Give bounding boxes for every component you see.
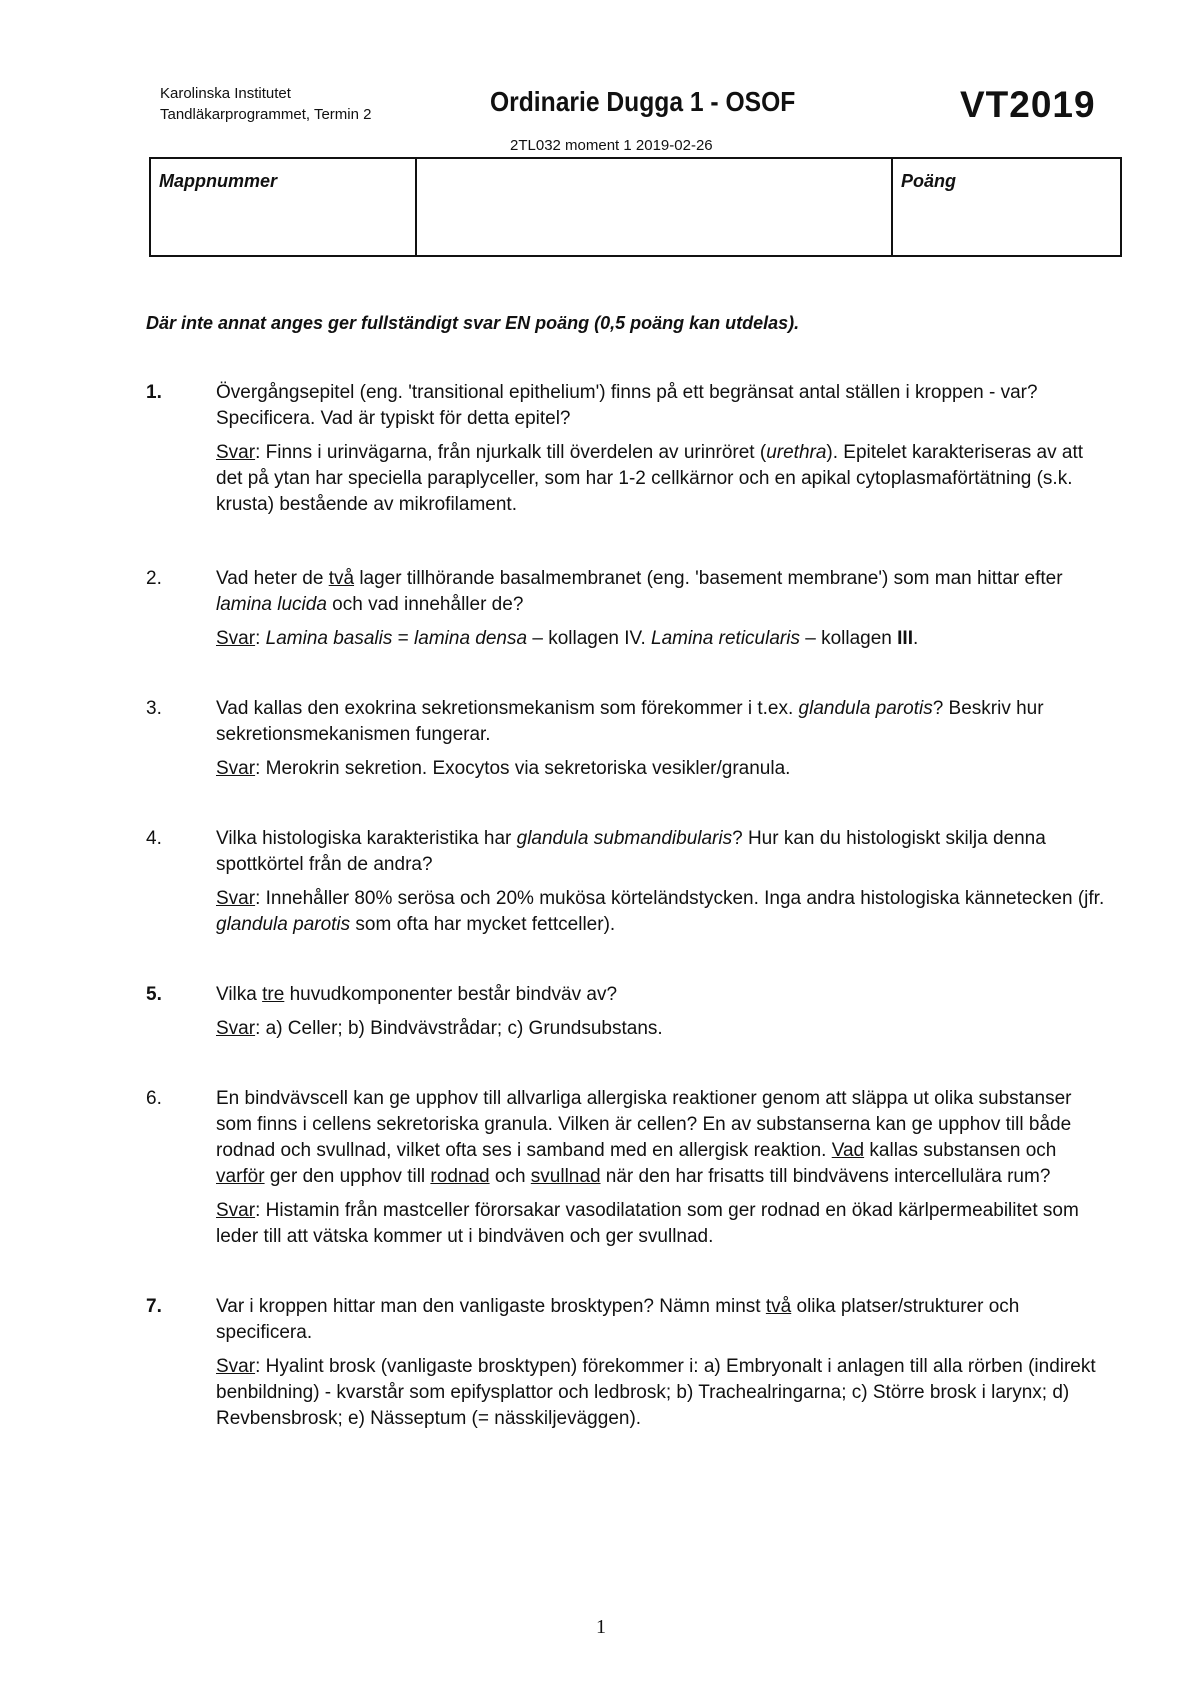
question-item (146, 566, 1106, 652)
program-name: Tandläkarprogrammet, Termin 2 (160, 106, 372, 123)
answer-text: Svar: Hyalint brosk (vanligaste brosktypen) förekommer i: a) Embryonalt i anlagen till alla rörben (indirekt benbildning) - kvarstår som epifysplattor och ledbrosk; b) Trachealringarna; c) Större brosk i larynx; d) Revbensbrosk; e) Nässeptum (= nässkiljeväggen). (216, 1356, 1096, 1429)
institution-block (160, 83, 371, 125)
question-item (146, 380, 1106, 518)
question-text: Vilka histologiska karakteristika har glandula submandibularis? Hur kan du histologiskt skilja denna spottkörtel från de andra? (216, 828, 1046, 875)
question-number: 1. (146, 382, 162, 403)
answer-label: Svar (216, 1356, 256, 1377)
answer-label: Svar (216, 888, 256, 909)
question-item (146, 696, 1106, 782)
question-text: Övergångsepitel (eng. 'transitional epithelium') finns på ett begränsat antal ställen i kroppen - var? Specificera. Vad är typiskt för detta epitel? (216, 382, 1038, 429)
question-item (146, 826, 1106, 938)
course-info: 2TL032 moment 1 2019-02-26 (510, 137, 713, 154)
folder-label: Mappnummer (159, 171, 278, 191)
folder-label-cell (151, 159, 417, 255)
points-cell (893, 159, 1120, 255)
question-number: 3. (146, 698, 162, 719)
question-number: 6. (146, 1088, 162, 1109)
institution-name: Karolinska Institutet (160, 85, 291, 102)
answer-text: Svar: a) Celler; b) Bindvävstrådar; c) Grundsubstans. (216, 1018, 663, 1039)
question-text: Var i kroppen hittar man den vanligaste brosktypen? Nämn minst två olika platser/strukturer och specificera. (216, 1296, 1020, 1343)
page-number: 1 (596, 1616, 606, 1638)
answer-label: Svar (216, 1200, 256, 1221)
answer-label: Svar (216, 442, 256, 463)
answer-text: Svar: Innehåller 80% serösa och 20% mukösa körteländstycken. Inga andra histologiska kännetecken (jfr. glandula parotis som ofta har mycket fettceller). (216, 888, 1105, 935)
question-text: Vilka tre huvudkomponenter består bindväv av? (216, 984, 618, 1005)
question-item (146, 982, 1106, 1042)
answer-text: Svar: Histamin från mastceller förorsakar vasodilatation som ger rodnad en ökad kärlpermeabilitet som leder till att vätska kommer ut i bindväven och ger svullnad. (216, 1200, 1079, 1247)
folder-number-field (417, 159, 893, 255)
points-label: Poäng (901, 171, 957, 191)
question-number: 2. (146, 568, 162, 589)
exam-term: VT2019 (960, 84, 1096, 125)
question-number: 5. (146, 984, 162, 1005)
exam-title: Ordinarie Dugga 1 - OSOF (490, 86, 796, 117)
question-list (146, 380, 1106, 1432)
question-text: Vad heter de två lager tillhörande basalmembranet (eng. 'basement membrane') som man hittar efter lamina lucida och vad innehåller de? (216, 568, 1063, 615)
question-item (146, 1294, 1106, 1432)
answer-text: Svar: Lamina basalis = lamina densa – kollagen IV. Lamina reticularis – kollagen III. (216, 628, 919, 649)
answer-text: Svar: Merokrin sekretion. Exocytos via sekretoriska vesikler/granula. (216, 758, 791, 779)
header-table (149, 157, 1122, 257)
answer-label: Svar (216, 628, 256, 649)
question-text: Vad kallas den exokrina sekretionsmekanism som förekommer i t.ex. glandula parotis? Beskriv hur sekretionsmekanismen fungerar. (216, 698, 1044, 745)
answer-text: Svar: Finns i urinvägarna, från njurkalk till överdelen av urinröret (urethra). Epitelet karakteriseras av att det på ytan har speciella paraplyceller, som har 1-2 cellkärnor och en apikal cytoplasmaförtätning (s.k. krusta) bestående av mikrofilament. (216, 442, 1084, 515)
question-number: 7. (146, 1296, 162, 1317)
answer-label: Svar (216, 1018, 256, 1039)
question-number: 4. (146, 828, 162, 849)
answer-label: Svar (216, 758, 256, 779)
question-text: En bindvävscell kan ge upphov till allvarliga allergiska reaktioner genom att släppa ut olika substanser som finns i cellens sekretoriska granula. Vilken är cellen? En av substanserna kan ge upphov till både rodnad och svullnad, vilket ofta ses i samband med en allergisk reaktion. Vad kallas substansen och varför ger den upphov till rodnad och svullnad när den har frisatts till bindvävens intercellulära rum? (216, 1088, 1072, 1187)
instructions: Där inte annat anges ger fullständigt svar EN poäng (0,5 poäng kan utdelas). (146, 313, 800, 333)
question-item (146, 1086, 1106, 1250)
